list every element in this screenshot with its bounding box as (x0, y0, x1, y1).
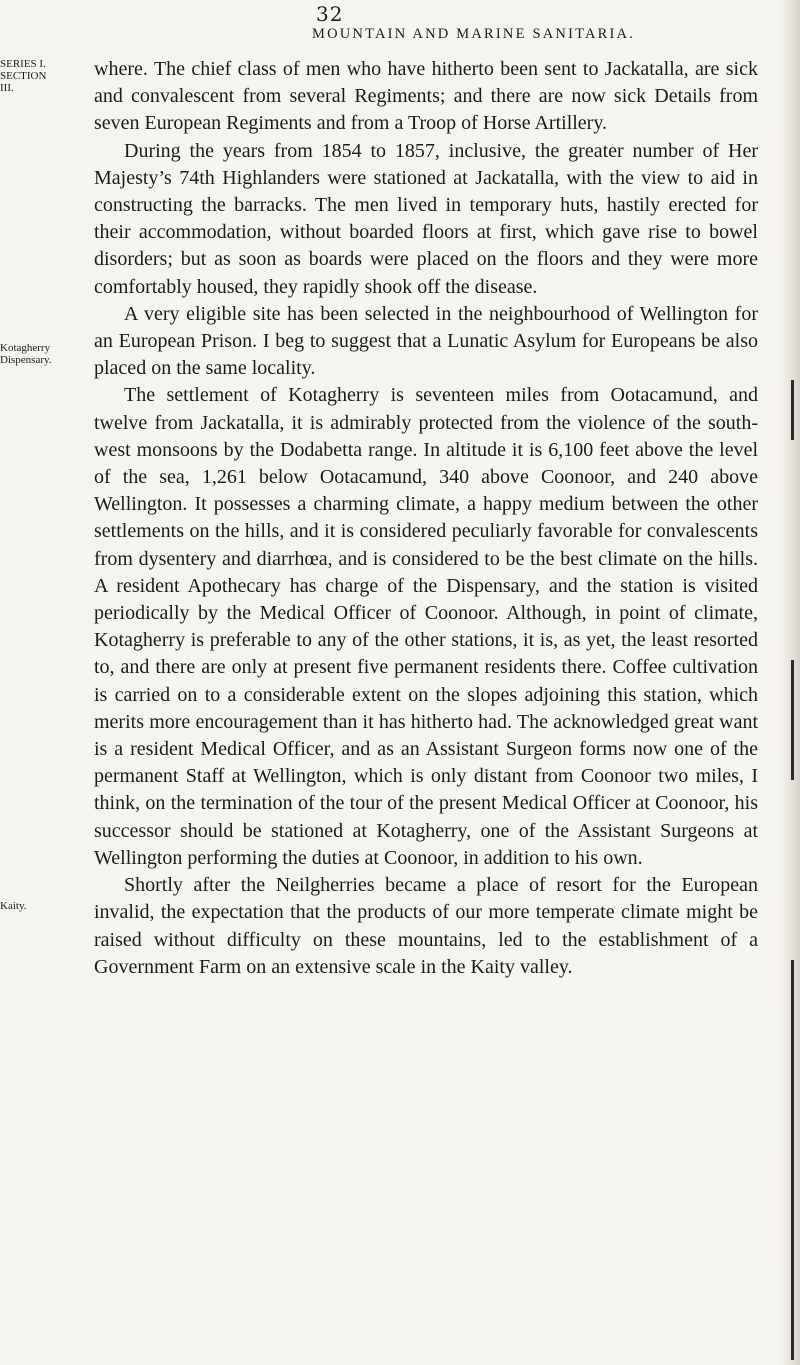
paragraph-2: During the years from 1854 to 1857, inclusive, the greater number of Her Majesty’s 74th Highlanders were stationed at Jackatalla, with the view to aid in constructing the barracks. The men lived in temporary huts, hastily erected for their accommodation, without boarded floors at first, which gave rise to bowel disorders; but as soon as boards were placed on the floors and they were more comfortably housed, they rapidly shook off the disease. (94, 139, 758, 298)
section-label: SECTION III. (0, 70, 47, 94)
page-edge-shadow (778, 0, 800, 1365)
kaity-label: Kaity. (0, 900, 27, 912)
running-head: MOUNTAIN AND MARINE SANITARIA. (312, 26, 636, 42)
series-label: SERIES I. (0, 58, 46, 70)
dispensary-label: Dispensary. (0, 354, 52, 366)
margin-note-kotagherry (0, 342, 60, 366)
paragraph-1: where. The chief class of men who have hitherto been sent to Jackatalla, are sick and convalescent from several Regiments; and there are now sick Details from seven European Regiments and from a Troop of Horse Artillery. (94, 58, 758, 135)
kotagherry-label: Kotagherry (0, 342, 51, 354)
body-text (94, 56, 758, 981)
edge-mark (791, 380, 794, 440)
paragraph-3: A very eligible site has been selected in the neighbourhood of Wellington for an European Prison. I beg to suggest that a Lunatic Asylum for Europeans be also placed on the same locality. (94, 302, 758, 380)
paragraph-4: The settlement of Kotagherry is seventeen miles from Ootacamund, and twelve from Jackatalla, it is admirably protected from the violence of the south-west monsoons by the Dodabetta range. In altitude it is 6,100 feet above the level of the sea, 1,261 below Ootacamund, 340 above Coonoor, and 240 above Wellington. It possesses a charming climate, a happy medium between the other settlements on the hills, and it is considered peculiarly favorable for convalescents from dysentery and diarrhœa, and is considered to be the best climate on the hills. A resident Apothecary has charge of the Dispensary, and the station is visited periodically by the Medical Officer of Coonoor. Although, in point of climate, Kotagherry is preferable to any of the other stations, it is, as yet, the least resorted to, and there are only at present five permanent residents there. Coffee cultivation is carried on to a considerable extent on the slopes adjoining this station, which merits more encouragement than it has hitherto had. The acknowledged great want is a resident Medical Officer, and as an Assistant Surgeon forms now one of the permanent Staff at Wellington, which is only distant from Coonoor two miles, I think, on the termination of the tour of the present Medical Officer at Coonoor, his successor should be stationed at Kotagherry, one of the Assistant Surgeons at Wellington performing the duties at Coonoor, in addition to his own. (94, 384, 758, 869)
edge-mark (791, 660, 794, 780)
page-number: 32 (316, 2, 344, 26)
margin-note-series (0, 58, 60, 94)
edge-mark (791, 960, 794, 1360)
margin-note-kaity (0, 900, 60, 912)
paragraph-5: Shortly after the Neilgherries became a place of resort for the European invalid, the expectation that the products of our more temperate climate might be raised without difficulty on these mountains, led to the establishment of a Government Farm on an extensive scale in the Kaity valley. (94, 874, 758, 978)
